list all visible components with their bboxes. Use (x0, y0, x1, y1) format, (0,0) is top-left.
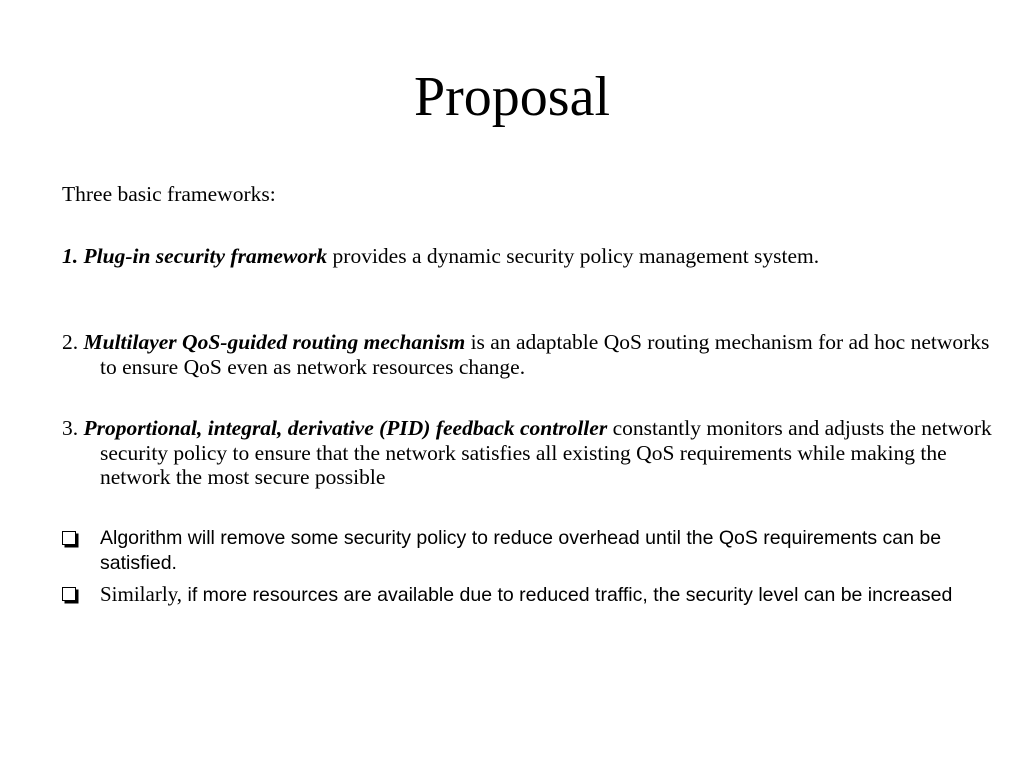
checkbox-bullet-icon (62, 587, 76, 601)
slide-title: Proposal (414, 66, 610, 128)
bullet-item-1-text: Algorithm will remove some security policy to reduce overhead until the QoS requirements can be satisfied. (100, 527, 942, 574)
framework-item-1-number: 1. (62, 244, 79, 268)
bullet-item-2-lead: Similarly, (100, 582, 183, 606)
bullet-item-1 (62, 526, 1000, 575)
framework-item-2-number: 2. (62, 330, 79, 354)
checkbox-bullet-icon (62, 531, 76, 545)
framework-item-1-description: provides a dynamic security policy management system. (327, 244, 820, 268)
framework-item-3-name: Proportional, integral, derivative (PID) feedback controller (83, 416, 608, 440)
framework-item-1-name: Plug-in security framework (83, 244, 328, 268)
bullet-item-2-text: if more resources are available due to reduced traffic, the security level can be increased (182, 584, 953, 606)
framework-item-3-number: 3. (62, 416, 79, 440)
framework-item-1 (62, 244, 1020, 269)
framework-item-3-description: constantly monitors and adjusts the network security policy to ensure that the network satisfies all existing QoS requirements while making the network the most secure possible (100, 416, 992, 489)
framework-item-3 (62, 416, 1000, 490)
framework-item-2-description: is an adaptable QoS routing mechanism for ad hoc networks to ensure QoS even as network resources change. (100, 330, 990, 379)
framework-item-2 (62, 330, 1000, 379)
bullet-item-2 (62, 582, 1000, 608)
framework-item-2-name: Multilayer QoS-guided routing mechanism (83, 330, 466, 354)
intro-text: Three basic frameworks: (62, 182, 276, 206)
